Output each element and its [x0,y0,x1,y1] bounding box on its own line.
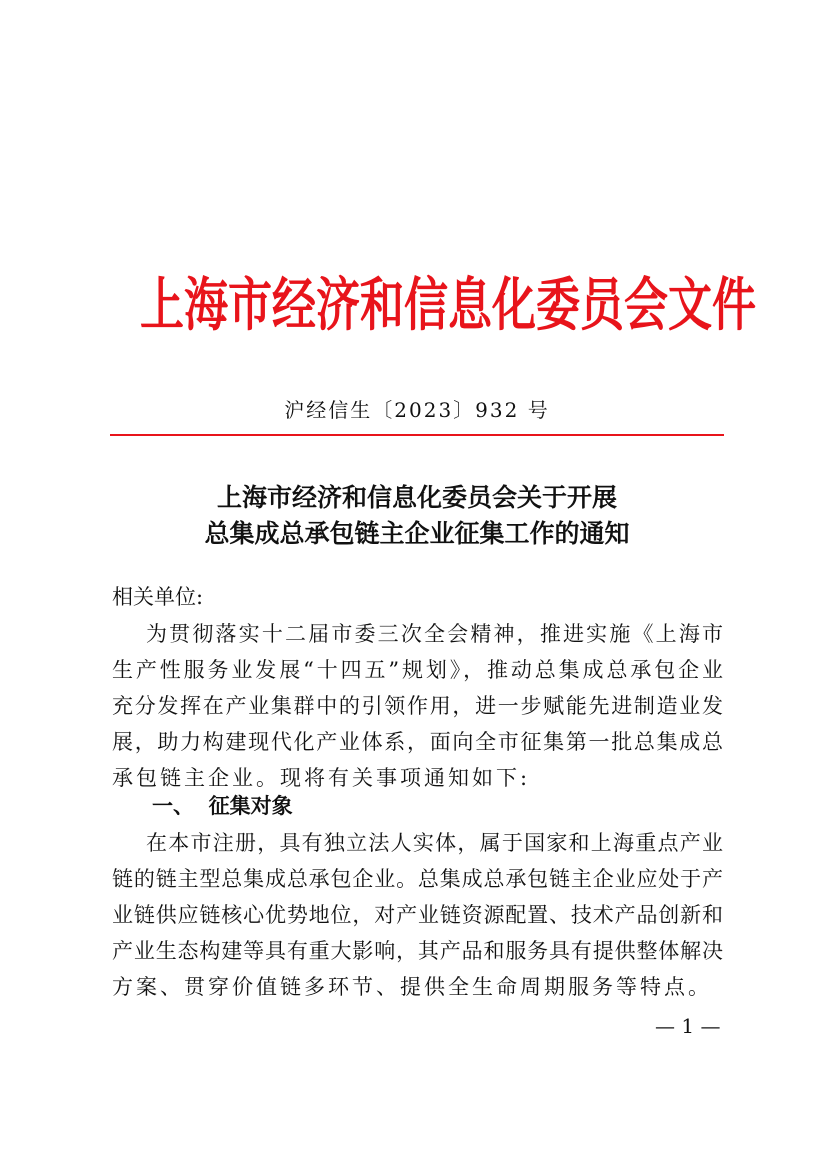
body-line: 产业生态构建等具有重大影响，其产品和服务具有提供整体解决 [112,939,723,963]
body-line: 承包链主企业。现将有关事项通知如下: [112,766,531,790]
body-line: 业链供应链核心优势地位，对产业链资源配置、技术产品创新和 [112,903,723,927]
body-line: 展，助力构建现代化产业体系，面向全市征集第一批总集成总 [112,730,723,754]
body-line: 为贯彻落实十二届市委三次全会精神，推进实施《上海市 [146,622,723,646]
salutation: 相关单位: [112,585,204,609]
body-line: 链的链主型总集成总承包企业。总集成总承包链主企业应处于产 [112,867,723,891]
notice-title-line-2: 总集成总承包链主企业征集工作的通知 [204,519,630,548]
body-line: 在本市注册，具有独立法人实体，属于国家和上海重点产业 [146,831,723,855]
issuing-organization-title: 上海市经济和信息化委员会文件 [140,272,756,339]
body-line: 方案、贯穿价值链多环节、提供全生命周期服务等特点。 [112,975,712,999]
document-number: 沪经信生〔2023〕932 号 [284,398,550,422]
red-divider-line [110,434,724,436]
page-number: — 1 — [655,1014,721,1038]
section-heading: 一、 征集对象 [152,794,293,818]
body-line: 充分发挥在产业集群中的引领作用，进一步赋能先进制造业发 [112,694,723,718]
body-line: 生产性服务业发展“十四五”规划》，推动总集成总承包企业 [112,658,723,682]
notice-title-line-1: 上海市经济和信息化委员会关于开展 [216,483,617,512]
